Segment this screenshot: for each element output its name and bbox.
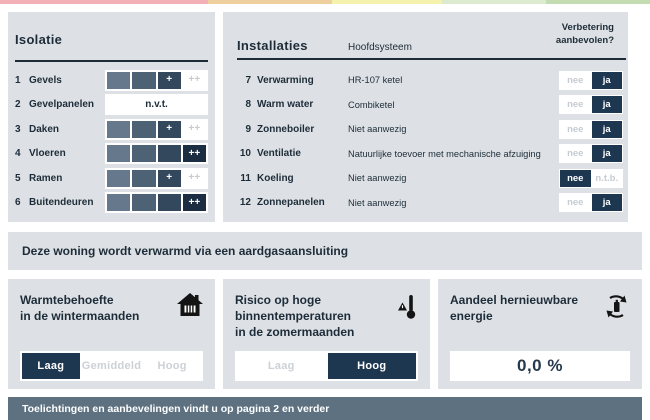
installaties-row-verwarming xyxy=(237,68,626,93)
column-header-verbetering-line1: Verbetering xyxy=(561,22,614,33)
rating-cell xyxy=(132,170,155,187)
improve-toggle xyxy=(559,120,623,139)
scale-segment xyxy=(442,0,546,4)
row-number: 10 xyxy=(239,148,251,160)
rating-cell xyxy=(158,194,181,211)
row-label: Ramen xyxy=(29,172,63,184)
rating-cell: + xyxy=(158,72,181,89)
option-gemiddeld[interactable]: Gemiddeld xyxy=(81,360,142,372)
panel-title-line: Risico op hoge xyxy=(235,293,322,307)
footer-text: Toelichtingen en aanbevelingen vindt u op pagina 2 en verder xyxy=(22,402,330,415)
rating-cell: ++ xyxy=(183,145,206,162)
isolatie-row-ramen xyxy=(15,166,208,191)
row-label: Daken xyxy=(29,123,60,135)
row-label: Gevels xyxy=(29,74,62,86)
installaties-title: Installaties xyxy=(237,38,308,53)
option-nee[interactable]: nee xyxy=(560,96,591,113)
rating-scale xyxy=(105,192,208,213)
hernieuwbare-energie-panel xyxy=(438,279,642,389)
row-number: 4 xyxy=(15,148,21,160)
row-label: Buitendeuren xyxy=(29,197,94,209)
column-header-hoofdsysteem: Hoofdsysteem xyxy=(348,42,412,53)
rating-cell: ++ xyxy=(183,72,206,89)
row-number: 2 xyxy=(15,99,21,111)
installaties-panel xyxy=(223,12,628,222)
heating-connection-banner xyxy=(8,232,642,270)
row-system: HR-107 ketel xyxy=(348,75,403,86)
isolatie-row-gevelpanelen xyxy=(15,93,208,118)
rating-scale xyxy=(105,143,208,164)
option-nee[interactable]: nee xyxy=(560,121,591,138)
row-number: 11 xyxy=(240,172,251,184)
option-laag[interactable]: Laag xyxy=(22,353,80,379)
rating-cell xyxy=(107,72,130,89)
rating-cell: + xyxy=(158,121,181,138)
row-system: Natuurlijke toevoer met mechanische afzuiging xyxy=(348,148,541,159)
column-header-verbetering-line2: aanbevolen? xyxy=(555,34,614,46)
option-ja[interactable]: ja xyxy=(592,72,623,89)
scale-segment xyxy=(0,0,208,4)
installaties-row-zonneboiler xyxy=(237,117,626,142)
installaties-row-koeling xyxy=(237,166,626,191)
panel-title-line: in de zomermaanden xyxy=(235,325,355,340)
row-number: 9 xyxy=(245,123,251,135)
renewable-energy-icon xyxy=(603,293,630,320)
scale-segment xyxy=(546,0,650,4)
row-system: Niet aanwezig xyxy=(348,124,407,135)
thermometer-warning-icon xyxy=(396,293,418,321)
rating-nvt: n.v.t. xyxy=(105,94,208,115)
rating-cell xyxy=(107,121,130,138)
row-number: 8 xyxy=(245,99,251,111)
rating-cell: ++ xyxy=(183,121,206,138)
panel-title-line: Aandeel hernieuwbare xyxy=(450,293,579,307)
option-laag[interactable]: Laag xyxy=(267,360,295,372)
column-header-verbetering xyxy=(556,22,614,48)
row-label: Gevelpanelen xyxy=(29,99,95,111)
house-heating-icon xyxy=(177,293,203,317)
option-hoog[interactable]: Hoog xyxy=(157,360,187,372)
option-hoog[interactable]: Hoog xyxy=(328,353,417,379)
rating-cell xyxy=(107,170,130,187)
improve-toggle xyxy=(559,71,623,90)
footer-bar xyxy=(8,397,642,420)
warmtebehoefte-panel xyxy=(8,279,215,389)
panel-title-line: energie xyxy=(450,309,493,324)
warmtebehoefte-options xyxy=(20,351,203,381)
rating-cell xyxy=(158,145,181,162)
row-number: 5 xyxy=(15,172,21,184)
panel-title-line: in de wintermaanden xyxy=(20,309,140,324)
isolatie-title: Isolatie xyxy=(15,32,63,47)
risico-zomer-options xyxy=(235,351,418,381)
top-row xyxy=(8,12,650,222)
rating-cell xyxy=(132,121,155,138)
rating-cell xyxy=(107,194,130,211)
option-ja[interactable]: ja xyxy=(592,96,623,113)
isolatie-row-vloeren xyxy=(15,142,208,167)
rating-cell xyxy=(132,194,155,211)
option-nee[interactable]: nee xyxy=(560,170,591,187)
risico-zomer-panel xyxy=(223,279,430,389)
row-label: Zonneboiler xyxy=(257,123,315,135)
installaties-row-ventilatie xyxy=(237,142,626,167)
installaties-rows xyxy=(237,68,626,215)
summary-row xyxy=(8,279,650,389)
rating-cell xyxy=(132,72,155,89)
rating-cell: + xyxy=(158,170,181,187)
isolatie-divider xyxy=(15,60,208,62)
option-nee[interactable]: nee xyxy=(560,194,591,211)
row-label: Ventilatie xyxy=(257,148,301,160)
rating-cell xyxy=(132,145,155,162)
option-ntb[interactable]: n.t.b. xyxy=(592,170,623,187)
rating-cell xyxy=(107,145,130,162)
panel-title-line: binnentemperaturen xyxy=(235,309,352,324)
warmtebehoefte-title xyxy=(20,292,139,324)
improve-toggle xyxy=(559,193,623,212)
option-nee[interactable]: nee xyxy=(560,72,591,89)
row-number: 6 xyxy=(15,197,21,209)
renewable-energy-value: 0,0 % xyxy=(450,351,630,381)
isolatie-row-buitendeuren xyxy=(15,191,208,216)
row-number: 1 xyxy=(15,74,21,86)
energy-scale-strip xyxy=(0,0,650,4)
isolatie-row-gevels xyxy=(15,68,208,93)
row-label: Verwarming xyxy=(257,74,314,86)
rating-cell: ++ xyxy=(183,194,206,211)
installaties-row-zonnepanelen xyxy=(237,191,626,216)
rating-scale xyxy=(105,168,208,189)
row-label: Warm water xyxy=(257,99,314,111)
heating-connection-text: Deze woning wordt verwarmd via een aardgasaansluiting xyxy=(22,244,349,258)
row-number: 3 xyxy=(15,123,21,135)
row-system: Combiketel xyxy=(348,99,395,110)
improve-toggle xyxy=(559,144,623,163)
isolatie-panel xyxy=(8,12,215,222)
row-system: Niet aanwezig xyxy=(348,197,407,208)
installaties-row-warm-water xyxy=(237,93,626,118)
option-ja[interactable]: ja xyxy=(592,194,623,211)
scale-segment xyxy=(208,0,332,4)
row-number: 12 xyxy=(239,197,251,209)
scale-segment xyxy=(332,0,443,4)
risico-zomer-title xyxy=(235,292,354,341)
installaties-header xyxy=(237,24,626,58)
isolatie-rows xyxy=(15,68,208,215)
panel-title-line: Warmtebehoefte xyxy=(20,293,114,307)
row-label: Vloeren xyxy=(29,148,66,160)
isolatie-row-daken xyxy=(15,117,208,142)
improve-toggle xyxy=(559,95,623,114)
row-label: Zonnepanelen xyxy=(257,197,325,209)
option-nee[interactable]: nee xyxy=(560,145,591,162)
rating-scale xyxy=(105,70,208,91)
option-ja[interactable]: ja xyxy=(592,145,623,162)
installaties-divider xyxy=(237,58,626,60)
option-ja[interactable]: ja xyxy=(592,121,623,138)
row-label: Koeling xyxy=(257,172,294,184)
improve-toggle xyxy=(559,169,623,188)
row-system: Niet aanwezig xyxy=(348,173,407,184)
row-number: 7 xyxy=(245,74,251,86)
rating-scale xyxy=(105,119,208,140)
rating-cell: ++ xyxy=(183,170,206,187)
hernieuwbare-energie-title xyxy=(450,292,578,324)
